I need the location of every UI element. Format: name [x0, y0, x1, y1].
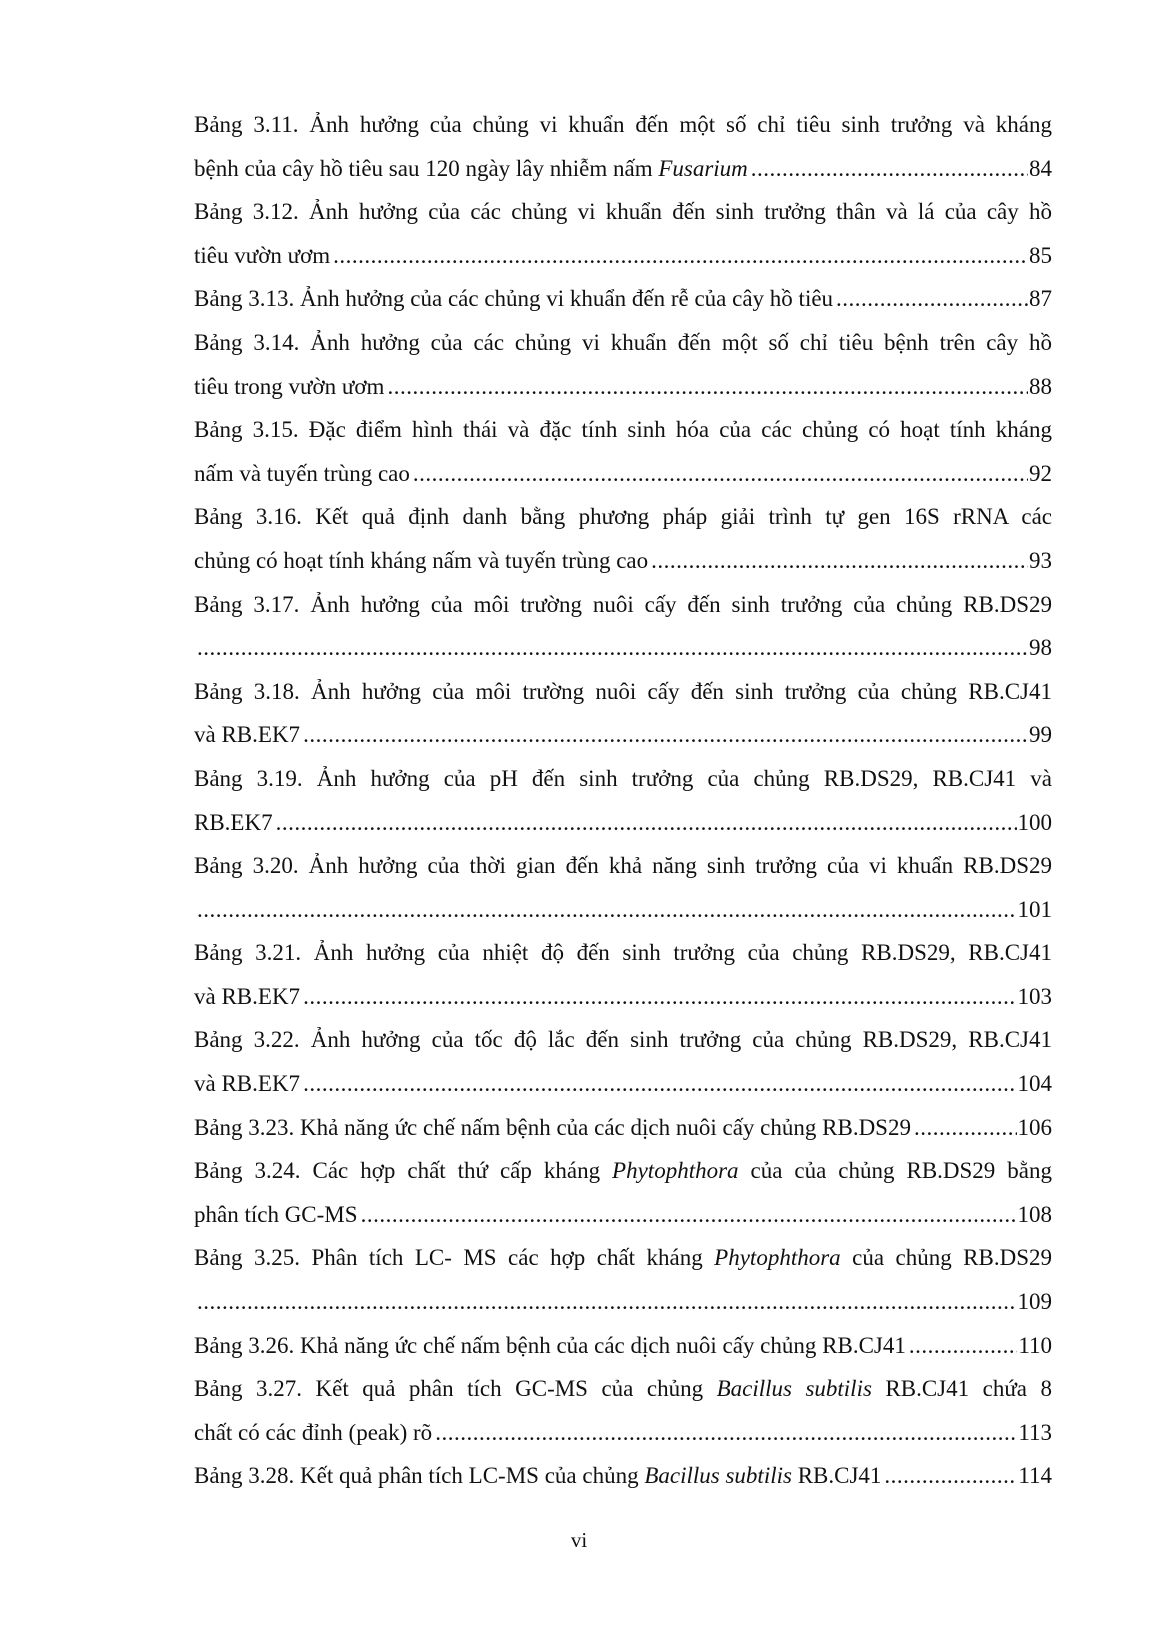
toc-page-number: 109 [1017, 1289, 1052, 1315]
dot-leader [303, 713, 1028, 757]
toc-entry-continuation [194, 1280, 1052, 1324]
toc-page-number: 113 [1018, 1419, 1052, 1445]
dot-leader [303, 975, 1016, 1019]
toc-entry-title: Bảng 3.26. Khả năng ức chế nấm bệnh của các dịch nuôi cấy chủng RB.CJ41 ..... 110 [194, 1324, 1052, 1368]
toc-entry-title: Bảng 3.17. Ảnh hưởng của môi trường nuôi cấy đến sinh trưởng của chủng RB.DS29 [194, 591, 1052, 617]
toc-entry[interactable] [194, 1106, 1052, 1150]
toc-entry-continuation: RB.EK7 ..... 100 [194, 801, 1052, 845]
toc-entry-title: Bảng 3.27. Kết quả phân tích GC-MS của chủng Bacillus subtilis RB.CJ41 chứa 8 [194, 1376, 1052, 1402]
dot-leader [361, 1193, 1017, 1237]
toc-page-number: 84 [1029, 155, 1052, 181]
toc-entry-continuation: nấm và tuyến trùng cao ..... 92 [194, 452, 1052, 496]
toc-entry[interactable] [194, 103, 1052, 190]
dot-leader [435, 1411, 1017, 1455]
toc-entry[interactable] [194, 670, 1052, 757]
dot-leader [197, 1280, 1017, 1324]
dot-leader [651, 539, 1028, 583]
toc-entry-continuation: chủng có hoạt tính kháng nấm và tuyến trùng cao ..... 93 [194, 539, 1052, 583]
toc-page-number: 87 [1029, 286, 1052, 312]
toc-entry-continuation: tiêu vườn ươm ..... 85 [194, 234, 1052, 278]
toc-entry-title: Bảng 3.18. Ảnh hưởng của môi trường nuôi cấy đến sinh trưởng của chủng RB.CJ41 [194, 678, 1052, 704]
toc-page-number: 92 [1029, 460, 1052, 486]
toc-entry[interactable] [194, 190, 1052, 277]
dot-leader [884, 1454, 1017, 1498]
dot-leader [276, 801, 1017, 845]
dot-leader [914, 1106, 1017, 1150]
toc-entry[interactable] [194, 1367, 1052, 1454]
dot-leader [909, 1324, 1017, 1368]
dot-leader [197, 888, 1017, 932]
toc-entry-continuation: và RB.EK7 ..... 104 [194, 1062, 1052, 1106]
toc-page-number: 99 [1029, 722, 1052, 748]
toc-entry-title: Bảng 3.24. Các hợp chất thứ cấp kháng Phytophthora của của chủng RB.DS29 bằng [194, 1158, 1052, 1184]
toc-entry[interactable] [194, 931, 1052, 1018]
toc-entry[interactable] [194, 844, 1052, 931]
page-number: vi [570, 1528, 588, 1552]
toc-entry[interactable] [194, 408, 1052, 495]
toc-page-number: 93 [1029, 547, 1052, 573]
toc-entry-title: Bảng 3.12. Ảnh hưởng của các chủng vi khuẩn đến sinh trưởng thân và lá của cây hồ [194, 199, 1052, 225]
dot-leader [751, 147, 1028, 191]
toc-entry-title: Bảng 3.22. Ảnh hưởng của tốc độ lắc đến sinh trưởng của chủng RB.DS29, RB.CJ41 [194, 1027, 1052, 1053]
toc-entry-title: Bảng 3.20. Ảnh hưởng của thời gian đến khả năng sinh trưởng của vi khuẩn RB.DS29 [194, 853, 1052, 879]
toc-entry-title: Bảng 3.25. Phân tích LC- MS các hợp chất kháng Phytophthora của chủng RB.DS29 [194, 1245, 1052, 1271]
toc-entry-title: Bảng 3.14. Ảnh hưởng của các chủng vi khuẩn đến một số chỉ tiêu bệnh trên cây hồ [194, 329, 1052, 355]
toc-entry-continuation: phân tích GC-MS ..... 108 [194, 1193, 1052, 1237]
toc-page-number: 103 [1017, 983, 1052, 1009]
toc-entry-title: Bảng 3.16. Kết quả định danh bằng phương pháp giải trình tự gen 16S rRNA các [194, 504, 1052, 530]
toc-entry-continuation: và RB.EK7 ..... 99 [194, 713, 1052, 757]
toc-entry-continuation: chất có các đỉnh (peak) rõ ..... 113 [194, 1411, 1052, 1455]
dot-leader [387, 365, 1028, 409]
toc-entry[interactable] [194, 1236, 1052, 1323]
toc-page-number: 110 [1018, 1332, 1052, 1358]
toc-entry-continuation: tiêu trong vườn ươm ..... 88 [194, 365, 1052, 409]
toc-entry-title: Bảng 3.11. Ảnh hưởng của chủng vi khuẩn đến một số chỉ tiêu sinh trưởng và kháng [194, 112, 1052, 137]
toc-page-number: 88 [1029, 373, 1052, 399]
toc-page-number: 101 [1017, 896, 1052, 922]
toc-page-number: 106 [1017, 1114, 1052, 1140]
toc-entry[interactable] [194, 495, 1052, 582]
toc-entry-continuation: và RB.EK7 ..... 103 [194, 975, 1052, 1019]
toc-entry-title: Bảng 3.15. Đặc điểm hình thái và đặc tính sinh hóa của các chủng có hoạt tính kháng [194, 417, 1052, 443]
toc-entry[interactable] [194, 321, 1052, 408]
toc-entry[interactable] [194, 1018, 1052, 1105]
toc-entry-continuation: bệnh của cây hồ tiêu sau 120 ngày lây nhiễm nấm Fusarium ..... 84 [194, 147, 1052, 191]
toc-entry-title: Bảng 3.13. Ảnh hưởng của các chủng vi khuẩn đến rễ của cây hồ tiêu ..... 87 [194, 277, 1052, 321]
dot-leader [197, 626, 1028, 670]
toc-entry-title: Bảng 3.21. Ảnh hưởng của nhiệt độ đến sinh trưởng của chủng RB.DS29, RB.CJ41 [194, 940, 1052, 966]
toc-entry[interactable] [194, 277, 1052, 321]
toc-page-number: 104 [1017, 1071, 1052, 1097]
toc-page-number: 114 [1018, 1463, 1052, 1489]
toc-entry[interactable] [194, 1324, 1052, 1368]
dot-leader [836, 277, 1028, 321]
table-list [194, 103, 1052, 1498]
toc-entry-continuation [194, 888, 1052, 932]
toc-page-number: 100 [1017, 809, 1052, 835]
dot-leader [333, 234, 1028, 278]
toc-entry-continuation [194, 626, 1052, 670]
toc-entry[interactable] [194, 757, 1052, 844]
toc-entry-title: Bảng 3.23. Khả năng ức chế nấm bệnh của các dịch nuôi cấy chủng RB.DS29 ..... 106 [194, 1106, 1052, 1150]
toc-page-number: 98 [1029, 635, 1052, 661]
toc-entry[interactable] [194, 583, 1052, 670]
toc-entry-title: Bảng 3.28. Kết quả phân tích LC-MS của chủng Bacillus subtilis RB.CJ41 ..... 114 [194, 1454, 1052, 1498]
dot-leader [413, 452, 1028, 496]
toc-entry-title: Bảng 3.19. Ảnh hưởng của pH đến sinh trưởng của chủng RB.DS29, RB.CJ41 và [194, 765, 1052, 791]
toc-page-number: 108 [1017, 1201, 1052, 1227]
toc-page-number: 85 [1029, 242, 1052, 268]
toc-entry[interactable] [194, 1149, 1052, 1236]
dot-leader [303, 1062, 1016, 1106]
toc-entry[interactable] [194, 1454, 1052, 1498]
